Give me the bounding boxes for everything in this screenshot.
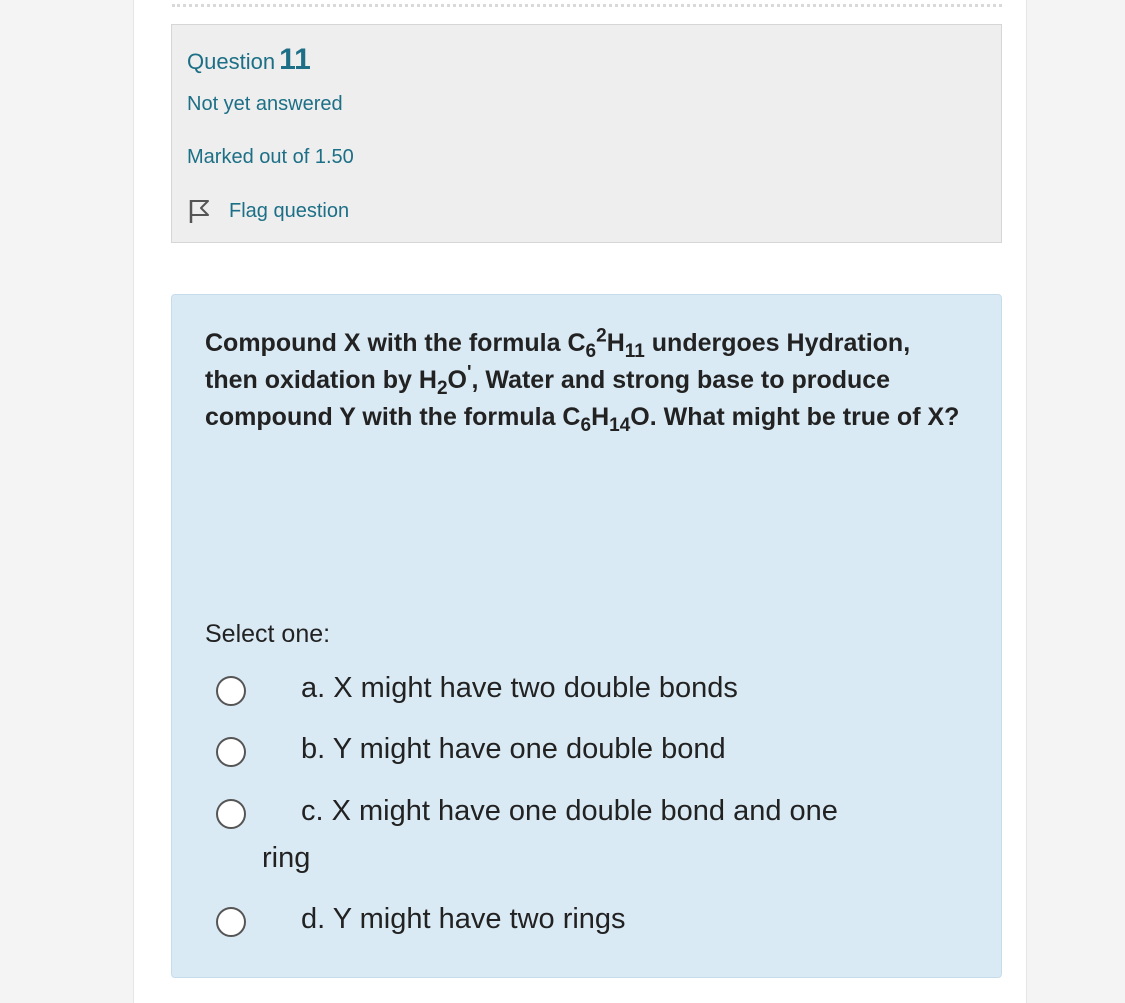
radio-button[interactable] <box>216 799 246 829</box>
question-number-value: 11 <box>279 43 311 76</box>
qtext-subscript: 14 <box>609 415 631 436</box>
qtext-superscript: ' <box>466 362 472 384</box>
qtext-part: H <box>591 403 610 431</box>
qtext-part: O <box>447 366 467 394</box>
select-one-prompt: Select one: <box>205 620 331 648</box>
answer-option-label: b. Y might have one double bond <box>301 733 726 765</box>
qtext-part: O. What might be true of X? <box>630 403 960 431</box>
radio-button[interactable] <box>216 907 246 937</box>
qtext-part: undergoes Hydration, then oxidation by H <box>205 329 911 394</box>
answer-option-label-wrap: ring <box>262 842 311 874</box>
qtext-subscript: 6 <box>580 415 592 436</box>
radio-button[interactable] <box>216 676 246 706</box>
qtext-part: , Water and strong base to produce compound Y with the formula C <box>205 366 891 431</box>
page <box>133 0 1027 1003</box>
qtext-superscript: 2 <box>596 325 607 347</box>
answer-option-label: a. X might have two double bonds <box>301 672 738 704</box>
question-state: Not yet answered <box>187 93 343 115</box>
flag-question-link[interactable] <box>187 197 349 225</box>
question-content-panel <box>171 294 1002 978</box>
qtext-part: H <box>606 329 625 357</box>
qtext-part: Compound X with the formula C <box>205 329 586 357</box>
radio-button[interactable] <box>216 737 246 767</box>
qtext-subscript: 2 <box>436 378 448 399</box>
qtext-subscript: 6 <box>585 341 597 362</box>
answer-option-label: c. X might have one double bond and one <box>301 795 838 827</box>
question-number <box>187 43 311 77</box>
question-text <box>205 325 965 436</box>
question-info-panel <box>171 24 1002 243</box>
question-grade: Marked out of 1.50 <box>187 146 354 168</box>
answer-option-label: d. Y might have two rings <box>301 903 626 935</box>
question-label: Question <box>187 49 276 74</box>
separator <box>172 4 1002 7</box>
flag-outline-icon <box>187 197 215 225</box>
flag-question-label: Flag question <box>229 199 350 222</box>
qtext-subscript: 11 <box>624 341 645 362</box>
